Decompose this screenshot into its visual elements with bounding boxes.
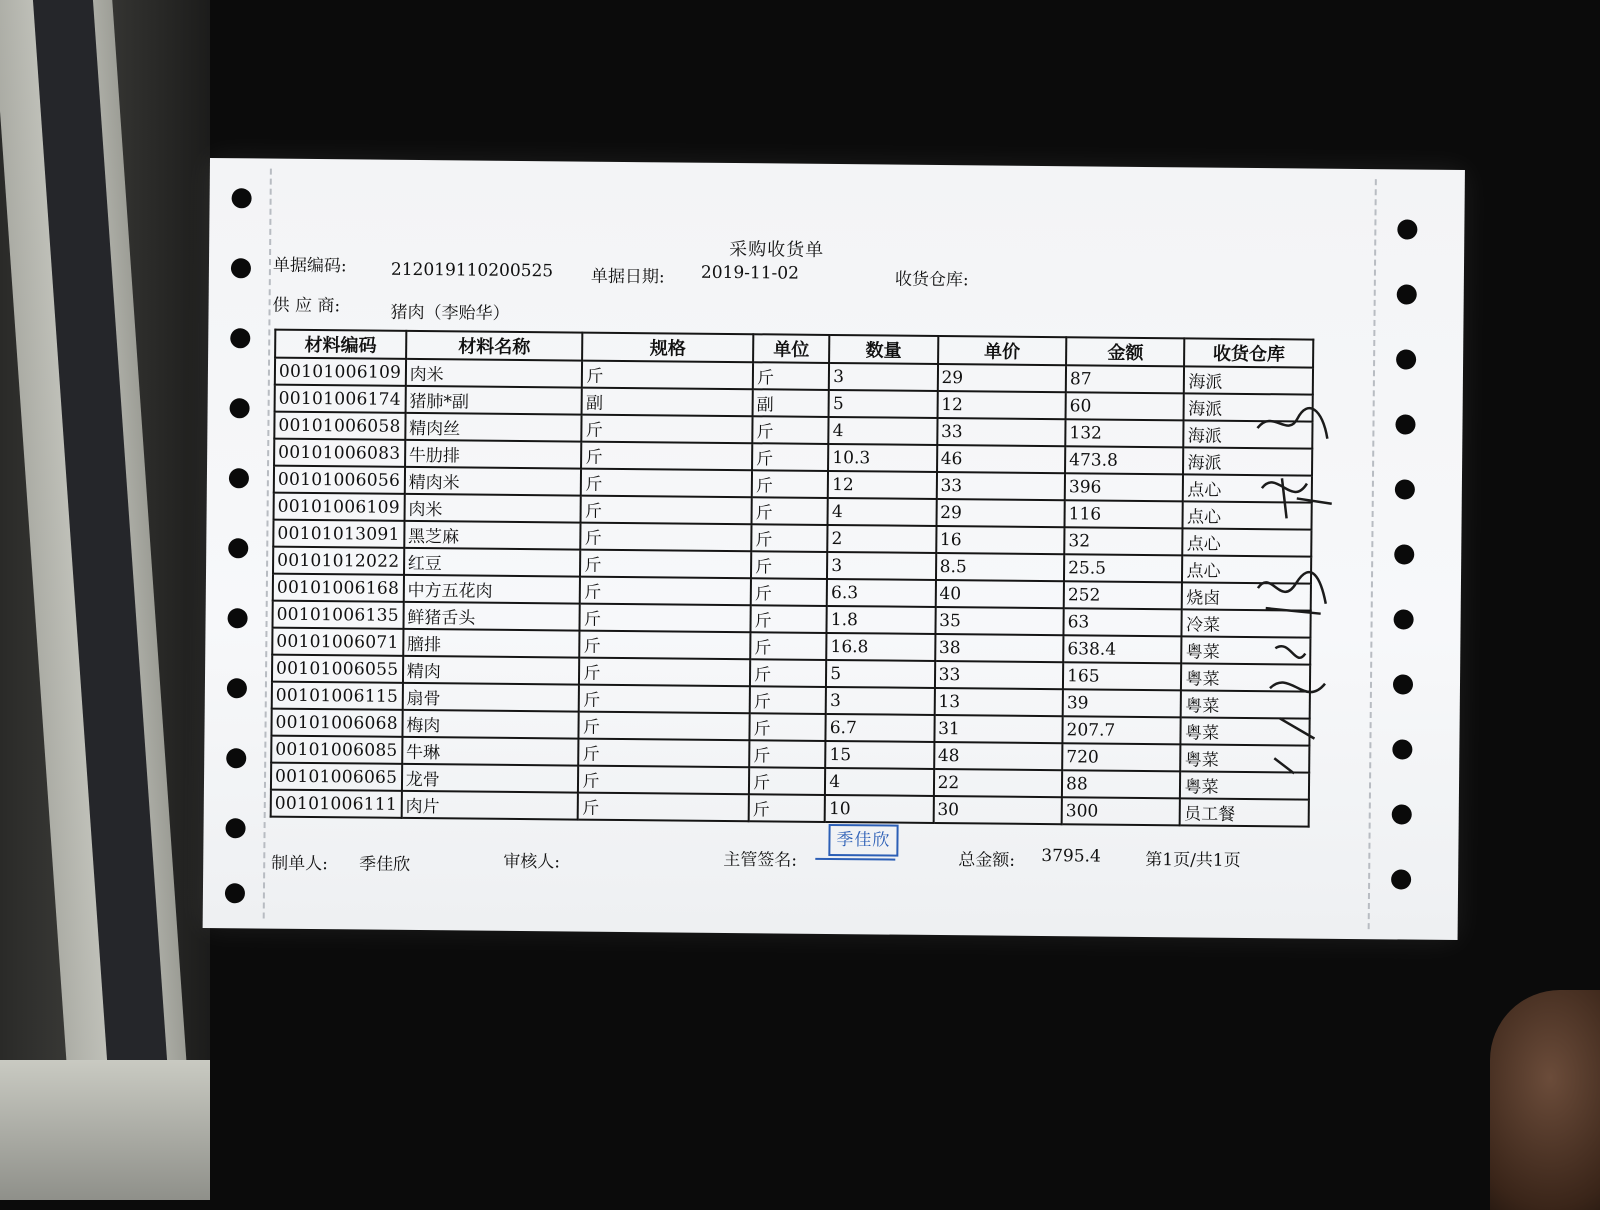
document-title: 采购收货单 [729, 238, 825, 261]
cell-warehouse: 粤菜 [1182, 636, 1311, 664]
cell-name: 中方五花肉 [403, 575, 580, 604]
cell-name: 猪肺*副 [405, 386, 582, 415]
cell-amount: 87 [1066, 365, 1185, 393]
cell-price: 29 [937, 364, 1066, 392]
manager-label: 主管签名: [723, 849, 798, 871]
doc-no-value: 212019110200525 [390, 259, 554, 282]
cell-name: 精肉丝 [405, 413, 582, 442]
cell-spec: 斤 [579, 712, 750, 741]
feed-hole [1394, 544, 1414, 564]
cell-amount: 638.4 [1063, 635, 1182, 663]
cell-qty: 15 [825, 741, 934, 769]
cell-spec: 斤 [581, 496, 752, 525]
feed-hole [232, 188, 252, 208]
cell-unit: 副 [753, 389, 830, 417]
cell-warehouse: 粤菜 [1181, 663, 1310, 691]
cell-unit: 斤 [750, 659, 827, 687]
supplier-label: 供 应 商: [272, 295, 341, 317]
monitor-base [0, 1060, 210, 1200]
cell-code: 00101006135 [272, 601, 403, 629]
cell-code: 00101006071 [272, 628, 403, 656]
cell-unit: 斤 [750, 605, 827, 633]
cell-qty: 10.3 [828, 444, 937, 472]
cell-code: 00101006168 [273, 574, 404, 602]
cell-spec: 斤 [582, 361, 753, 390]
feed-hole [228, 538, 248, 558]
cell-qty: 12 [828, 471, 937, 499]
cell-warehouse: 粤菜 [1181, 690, 1310, 718]
cell-unit: 斤 [751, 524, 828, 552]
cell-price: 29 [936, 499, 1065, 527]
cell-code: 00101006056 [274, 466, 405, 494]
cell-qty: 5 [829, 390, 938, 418]
cell-spec: 斤 [581, 523, 752, 552]
cell-price: 12 [937, 391, 1066, 419]
date-value: 2019-11-02 [700, 262, 800, 284]
feed-hole [226, 748, 246, 768]
feed-hole [1392, 739, 1412, 759]
cell-spec: 斤 [578, 766, 749, 795]
cell-price: 13 [934, 688, 1063, 716]
warehouse-label: 收货仓库: [894, 269, 969, 291]
cell-name: 牛琳 [402, 737, 579, 766]
cell-warehouse: 海派 [1184, 366, 1313, 394]
cell-spec: 斤 [580, 550, 751, 579]
cell-price: 33 [937, 418, 1066, 446]
cell-price: 33 [936, 472, 1065, 500]
feed-hole [1395, 414, 1415, 434]
cell-price: 16 [936, 526, 1065, 554]
cell-name: 扇骨 [402, 683, 579, 712]
cell-unit: 斤 [751, 497, 828, 525]
cell-spec: 斤 [579, 685, 750, 714]
header-price: 单价 [938, 336, 1067, 365]
cell-warehouse: 粤菜 [1181, 744, 1310, 772]
cell-amount: 473.8 [1065, 446, 1184, 474]
cell-price: 46 [937, 445, 1066, 473]
cell-warehouse: 员工餐 [1180, 798, 1309, 826]
feed-hole [1397, 219, 1417, 239]
cell-amount: 132 [1065, 419, 1184, 447]
cell-unit: 斤 [750, 686, 827, 714]
cell-name: 梅肉 [402, 710, 579, 739]
total-value: 3795.4 [1041, 846, 1101, 867]
cell-name: 精肉 [403, 656, 580, 685]
feed-hole [231, 258, 251, 278]
cell-code: 00101006109 [275, 358, 406, 386]
cell-code: 00101012022 [273, 547, 404, 575]
cell-qty: 10 [825, 795, 934, 823]
cell-amount: 300 [1062, 797, 1181, 825]
manager-stamp: 季佳欣 [828, 824, 898, 857]
cell-amount: 25.5 [1064, 554, 1183, 582]
cell-spec: 斤 [580, 604, 751, 633]
cell-name: 肉米 [404, 494, 581, 523]
cell-amount: 207.7 [1062, 716, 1181, 744]
cell-price: 8.5 [936, 553, 1065, 581]
cell-code: 00101006109 [274, 493, 405, 521]
cell-qty: 3 [829, 363, 938, 391]
cell-name: 鲜猪舌头 [403, 602, 580, 631]
cell-spec: 斤 [582, 415, 753, 444]
cell-amount: 396 [1065, 473, 1184, 501]
header-qty: 数量 [829, 335, 938, 364]
cell-amount: 32 [1064, 527, 1183, 555]
cell-price: 30 [933, 796, 1062, 824]
cell-qty: 3 [827, 552, 936, 580]
cell-qty: 4 [829, 417, 938, 445]
cell-qty: 2 [827, 525, 936, 553]
maker-value: 季佳欣 [359, 854, 411, 875]
cell-amount: 252 [1064, 581, 1183, 609]
cell-code: 00101006111 [271, 790, 402, 818]
cell-qty: 16.8 [826, 633, 935, 661]
cell-unit: 斤 [751, 578, 828, 606]
handwritten-signature [1234, 368, 1348, 799]
cell-code: 00101006058 [274, 412, 405, 440]
cell-warehouse: 粤菜 [1180, 771, 1309, 799]
cell-name: 龙骨 [402, 764, 579, 793]
cell-price: 35 [935, 607, 1064, 635]
cell-code: 00101013091 [273, 520, 404, 548]
cell-code: 00101006085 [271, 736, 402, 764]
cell-warehouse: 点心 [1183, 528, 1312, 556]
cell-spec: 斤 [579, 658, 750, 687]
finger [1490, 990, 1600, 1210]
feed-hole [227, 608, 247, 628]
feed-hole [229, 468, 249, 488]
cell-amount: 116 [1065, 500, 1184, 528]
cell-spec: 斤 [581, 442, 752, 471]
stamp-underline [815, 858, 895, 861]
reviewer-label: 审核人: [503, 851, 561, 873]
cell-price: 31 [934, 715, 1063, 743]
header-spec: 规格 [582, 333, 753, 363]
cell-name: 精肉米 [405, 467, 582, 496]
cell-name: 红豆 [404, 548, 581, 577]
receipt-paper [203, 158, 1465, 940]
cell-warehouse: 点心 [1182, 555, 1311, 583]
cell-warehouse: 海派 [1183, 447, 1312, 475]
header-code: 材料编码 [275, 330, 406, 359]
cell-price: 33 [935, 661, 1064, 689]
cell-spec: 斤 [579, 739, 750, 768]
header-unit: 单位 [753, 334, 830, 363]
cell-name: 黑芝麻 [404, 521, 581, 550]
feed-hole [1395, 479, 1415, 499]
total-label: 总金额: [958, 850, 1016, 871]
cell-unit: 斤 [750, 632, 827, 660]
cell-qty: 3 [826, 687, 935, 715]
cell-name: 肉片 [401, 791, 578, 820]
cell-unit: 斤 [749, 713, 826, 741]
cell-code: 00101006065 [271, 763, 402, 791]
cell-name: 肉米 [406, 359, 583, 388]
cell-spec: 斤 [581, 469, 752, 498]
cell-qty: 4 [828, 498, 937, 526]
cell-qty: 6.7 [826, 714, 935, 742]
cell-qty: 4 [825, 768, 934, 796]
feed-hole [1396, 349, 1416, 369]
cell-warehouse: 点心 [1183, 474, 1312, 502]
cell-unit: 斤 [749, 794, 826, 822]
cell-price: 48 [934, 742, 1063, 770]
cell-price: 22 [934, 769, 1063, 797]
cell-amount: 720 [1062, 743, 1181, 771]
cell-unit: 斤 [749, 767, 826, 795]
page-indicator: 第1页/共1页 [1145, 850, 1241, 871]
feed-hole [1392, 804, 1412, 824]
header-name: 材料名称 [406, 331, 583, 361]
cell-code: 00101006068 [271, 709, 402, 737]
cell-code: 00101006083 [274, 439, 405, 467]
cell-unit: 斤 [752, 443, 829, 471]
cell-amount: 39 [1063, 689, 1182, 717]
feed-hole [227, 678, 247, 698]
cell-code: 00101006055 [272, 655, 403, 683]
cell-spec: 斤 [580, 631, 751, 660]
supplier-value: 猪肉（李贻华） [390, 302, 510, 324]
cell-code: 00101006115 [272, 682, 403, 710]
cell-unit: 斤 [752, 470, 829, 498]
feed-hole [225, 818, 245, 838]
feed-hole [1397, 284, 1417, 304]
cell-amount: 60 [1066, 392, 1185, 420]
feed-hole [230, 398, 250, 418]
cell-qty: 1.8 [827, 606, 936, 634]
cell-amount: 165 [1063, 662, 1182, 690]
feed-hole [1391, 869, 1411, 889]
header-warehouse: 收货仓库 [1185, 338, 1314, 367]
right-perforation [1368, 179, 1377, 929]
cell-code: 00101006174 [275, 385, 406, 413]
header-amount: 金额 [1066, 337, 1185, 366]
cell-spec: 副 [582, 388, 753, 417]
cell-price: 40 [935, 580, 1064, 608]
cell-amount: 88 [1062, 770, 1181, 798]
date-label: 单据日期: [590, 266, 665, 288]
cell-amount: 63 [1064, 608, 1183, 636]
doc-no-label: 单据编码: [272, 255, 347, 277]
cell-qty: 5 [826, 660, 935, 688]
cell-warehouse: 海派 [1184, 393, 1313, 421]
cell-qty: 6.3 [827, 579, 936, 607]
cell-spec: 斤 [580, 577, 751, 606]
cell-unit: 斤 [749, 740, 826, 768]
maker-label: 制单人: [271, 853, 329, 875]
cell-warehouse: 点心 [1183, 501, 1312, 529]
cell-name: 膪排 [403, 629, 580, 658]
feed-hole [230, 328, 250, 348]
cell-warehouse: 海派 [1184, 420, 1313, 448]
feed-hole [1393, 674, 1413, 694]
cell-unit: 斤 [752, 416, 829, 444]
cell-unit: 斤 [753, 362, 830, 390]
cell-warehouse: 粤菜 [1181, 717, 1310, 745]
cell-warehouse: 冷菜 [1182, 609, 1311, 637]
cell-warehouse: 烧卤 [1182, 582, 1311, 610]
feed-hole [225, 883, 245, 903]
feed-hole [1394, 609, 1414, 629]
cell-name: 牛肋排 [405, 440, 582, 469]
items-table [270, 329, 1315, 828]
cell-unit: 斤 [751, 551, 828, 579]
cell-spec: 斤 [578, 793, 749, 822]
cell-price: 38 [935, 634, 1064, 662]
